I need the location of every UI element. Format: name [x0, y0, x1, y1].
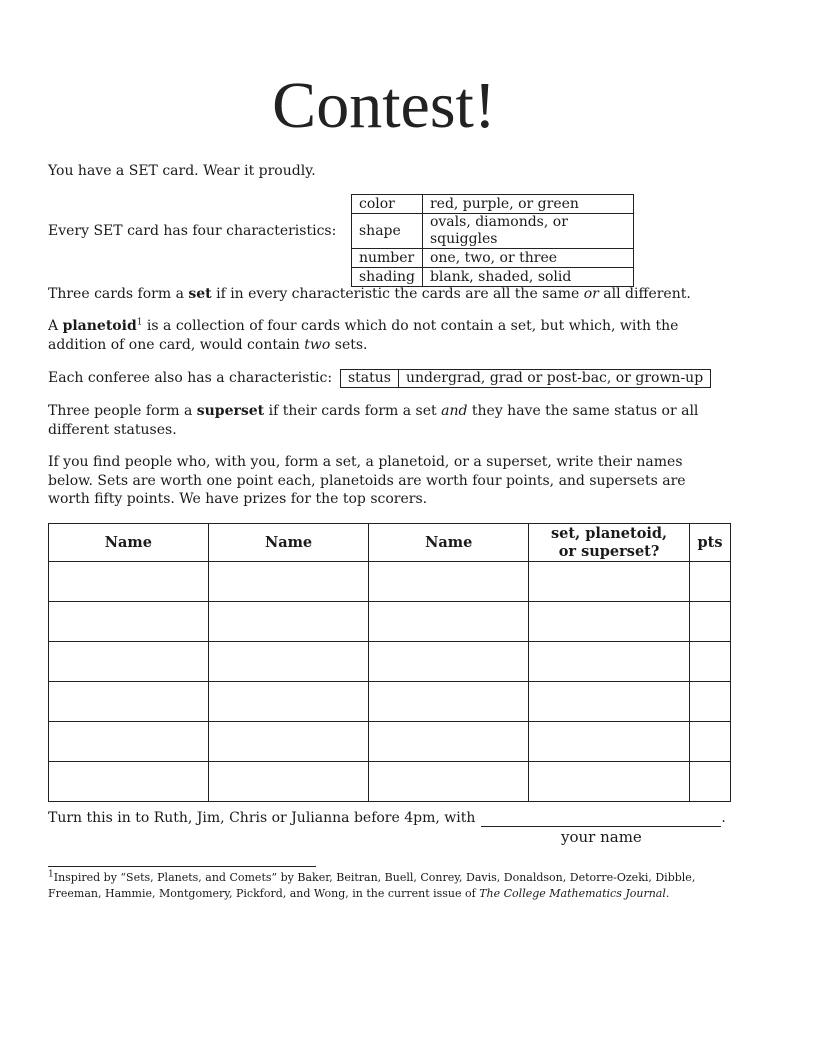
set-definition: Three cards form a set if in every characteristic the cards are all the same or all different. [48, 286, 691, 302]
table-row [49, 722, 731, 762]
conferee-label: Each conferee also has a characteristic: [48, 370, 333, 386]
table-row [49, 642, 731, 682]
table-cell[interactable] [369, 642, 529, 682]
intro-text: You have a SET card. Wear it proudly. [48, 163, 316, 179]
instructions: If you find people who, with you, form a set, a planetoid, or a superset, write their names below. Sets are worth one point each, planetoids are worth four points, and supersets are worth fifty points. We have prizes for the top scorers. [48, 454, 686, 507]
table-cell[interactable] [690, 682, 731, 722]
table-cell[interactable] [49, 682, 209, 722]
characteristics-label: Every SET card has four characteristics: [48, 223, 337, 239]
table-row [49, 762, 731, 802]
characteristic-value: one, two, or three [422, 249, 633, 268]
table-cell[interactable] [208, 602, 369, 642]
superset-term: superset [196, 403, 265, 419]
characteristic-value: ovals, diamonds, or squiggles [422, 214, 633, 249]
column-header: Name [369, 524, 529, 562]
page-title: Contest! [272, 69, 496, 142]
characteristic-row [352, 249, 634, 268]
table-cell[interactable] [529, 722, 690, 762]
characteristics-table [351, 194, 634, 287]
status-values: undergrad, grad or post-bac, or grown-up [398, 370, 710, 387]
score-table [48, 523, 731, 802]
column-header: Name [49, 524, 209, 562]
characteristic-key: shading [352, 268, 423, 287]
characteristic-row [352, 268, 634, 287]
your-name-field[interactable] [481, 810, 721, 827]
characteristic-row [352, 195, 634, 214]
table-cell[interactable] [690, 722, 731, 762]
characteristic-key: shape [352, 214, 423, 249]
table-cell[interactable] [369, 762, 529, 802]
table-cell[interactable] [369, 602, 529, 642]
table-cell[interactable] [369, 722, 529, 762]
table-cell[interactable] [49, 642, 209, 682]
characteristic-key: number [352, 249, 423, 268]
table-cell[interactable] [208, 642, 369, 682]
status-key: status [348, 370, 391, 386]
table-row [49, 682, 731, 722]
table-row [49, 562, 731, 602]
characteristic-value: blank, shaded, solid [422, 268, 633, 287]
table-cell[interactable] [208, 762, 369, 802]
table-cell[interactable] [369, 682, 529, 722]
table-cell[interactable] [690, 642, 731, 682]
footnote: $^1$Inspired by “Sets, Planets, and Comets” by Baker, Beitran, Buell, Conrey, Davis, Donaldson, Detorre-Ozeki, Dibble, Freeman, Hammie, Montgomery, Pickford, and Wong, in the current issue of The College Mathematics Journal. [48, 869, 696, 900]
characteristic-value: red, purple, or green [422, 195, 633, 214]
planetoid-term: planetoid [62, 318, 137, 334]
status-box [340, 369, 711, 388]
table-cell[interactable] [529, 642, 690, 682]
planetoid-definition: A planetoid$^1$ is a collection of four cards which do not contain a set, but which, with the addition of one card, would contain two sets. [48, 317, 679, 353]
set-term: set [188, 286, 212, 302]
characteristic-row [352, 214, 634, 249]
table-cell[interactable] [369, 562, 529, 602]
journal-title: The College Mathematics Journal [479, 887, 666, 900]
column-header: Name [208, 524, 369, 562]
table-cell[interactable] [208, 682, 369, 722]
table-cell[interactable] [690, 602, 731, 642]
table-cell[interactable] [529, 682, 690, 722]
table-cell[interactable] [208, 722, 369, 762]
column-header: set, planetoid, or superset? [529, 524, 690, 562]
footnote-rule [48, 866, 316, 867]
superset-definition: Three people form a superset if their cards form a set and they have the same status or all different statuses. [48, 403, 699, 438]
footnote-ref: 1 [136, 317, 143, 328]
table-cell[interactable] [208, 562, 369, 602]
table-cell[interactable] [49, 602, 209, 642]
table-cell[interactable] [529, 762, 690, 802]
turn-in-text: Turn this in to Ruth, Jim, Chris or Julianna before 4pm, with [48, 810, 476, 826]
table-cell[interactable] [49, 722, 209, 762]
table-cell[interactable] [529, 562, 690, 602]
characteristic-key: color [352, 195, 423, 214]
table-cell[interactable] [49, 762, 209, 802]
table-cell[interactable] [529, 602, 690, 642]
your-name-caption: your name [560, 828, 642, 846]
turn-in-line: Turn this in to Ruth, Jim, Chris or Julianna before 4pm, with your name . [48, 810, 726, 846]
table-row [49, 602, 731, 642]
table-cell[interactable] [690, 562, 731, 602]
column-header: pts [690, 524, 731, 562]
table-cell[interactable] [49, 562, 209, 602]
table-cell[interactable] [690, 762, 731, 802]
